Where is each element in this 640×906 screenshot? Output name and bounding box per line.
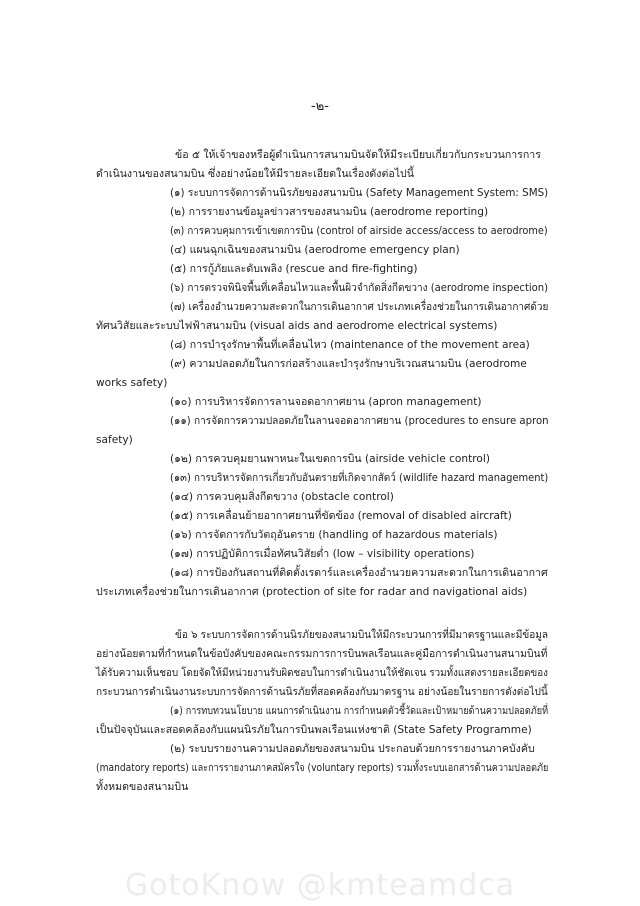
clause6-subitem: (๒) ระบบรายงานความปลอดภัยของสนามบิน ประกอบด้วยการรายงานภาคบังคับ <box>170 743 535 755</box>
clause5-item: (๑) ระบบการจัดการด้านนิรภัยของสนามบิน (Safety Management System: SMS) <box>170 187 549 199</box>
clause5-intro-line-2: ดำเนินงานของสนามบิน ซึ่งอย่างน้อยให้มีรายละเอียดในเรื่องดังต่อไปนี้ <box>96 168 414 180</box>
clause5-item-continuation: works safety) <box>96 377 168 389</box>
clause5-item: (๑๔) การควบคุมสิ่งกีดขวาง (obstacle control) <box>170 491 394 503</box>
clause5-item: (๑๐) การบริหารจัดการลานจอดอากาศยาน (apron management) <box>170 396 482 408</box>
clause5-item: (๘) การบำรุงรักษาพื้นที่เคลื่อนไหว (maintenance of the movement area) <box>170 339 530 351</box>
clause5-item: (๓) การควบคุมการเข้าเขตการบิน (control of airside access/access to aerodrome) <box>170 225 548 237</box>
clause6-line: ข้อ ๖ ระบบการจัดการด้านนิรภัยของสนามบินให้มีกระบวนการที่มีมาตรฐานและมีข้อมูล <box>175 629 549 641</box>
clause6-subitem-continuation: (mandatory reports) และการรายงานภาคสมัครใจ (voluntary reports) รวมทั้งระบบเอกสารด้านความปลอดภัย <box>96 762 549 774</box>
clause5-item: (๑๘) การป้องกันสถานที่ติดตั้งเรดาร์และเครื่องอำนวยความสะดวกในการเดินอากาศ <box>170 567 548 579</box>
clause5-item-continuation: ทัศนวิสัยและระบบไฟฟ้าสนามบิน (visual aids and aerodrome electrical systems) <box>96 320 498 332</box>
clause5-item: (๕) การกู้ภัยและดับเพลิง (rescue and fire-fighting) <box>170 263 418 275</box>
page-number: -๒- <box>311 99 329 114</box>
clause5-item: (๑๕) การเคลื่อนย้ายอากาศยานที่ขัดข้อง (removal of disabled aircraft) <box>170 510 512 522</box>
clause5-item: (๙) ความปลอดภัยในการก่อสร้างและบำรุงรักษาบริเวณสนามบิน (aerodrome <box>170 358 527 370</box>
clause6-line: ได้รับความเห็นชอบ โดยจัดให้มีหน่วยงานรับผิดชอบในการดำเนินงานให้ชัดเจน รวมทั้งแสดงรายละเอียดของ <box>96 667 548 679</box>
clause5-item: (๖) การตรวจพินิจพื้นที่เคลื่อนไหวและพื้นผิวจำกัดสิ่งกีดขวาง (aerodrome inspection) <box>170 282 549 294</box>
clause6-subitem: (๑) การทบทวนนโยบาย แผนการดำเนินงาน การกำหนดตัวชี้วัดและเป้าหมายด้านความปลอดภัยที่ <box>170 705 549 717</box>
clause6-subitem-continuation: เป็นปัจจุบันและสอดคล้องกับแผนนิรภัยในการบินพลเรือนแห่งชาติ (State Safety Programme) <box>96 724 532 736</box>
clause5-item-continuation: safety) <box>96 434 133 446</box>
clause5-item: (๑๓) การบริหารจัดการเกี่ยวกับอันตรายที่เกิดจากสัตว์ (wildlife hazard management) <box>170 472 549 484</box>
clause5-item: (๒) การรายงานข้อมูลข่าวสารของสนามบิน (aerodrome reporting) <box>170 206 489 218</box>
watermark-text: GotoKnow @kmteamdca <box>124 868 516 903</box>
clause5-item: (๑๖) การจัดการกับวัตถุอันตราย (handling of hazardous materials) <box>170 529 498 541</box>
clause5-item: (๑๒) การควบคุมยานพาหนะในเขตการบิน (airside vehicle control) <box>170 453 490 465</box>
clause5-intro-line-1: ข้อ ๕ ให้เจ้าของหรือผู้ดำเนินการสนามบินจัดให้มีระเบียบเกี่ยวกับกระบวนการการ <box>175 149 541 161</box>
clause6-subitem-continuation: ทั้งหมดของสนามบิน <box>96 781 189 793</box>
clause5-item: (๔) แผนฉุกเฉินของสนามบิน (aerodrome emergency plan) <box>170 244 460 256</box>
clause5-item-continuation: ประเภทเครื่องช่วยในการเดินอากาศ (protection of site for radar and navigational aids) <box>96 586 528 598</box>
clause6-line: กระบวนการดำเนินงานระบบการจัดการด้านนิรภัยที่สอดคล้องกับมาตรฐาน อย่างน้อยในรายการดังต่อไปนี้ <box>96 686 548 698</box>
clause5-item: (๗) เครื่องอำนวยความสะดวกในการเดินอากาศ ประเภทเครื่องช่วยในการเดินอากาศด้วย <box>170 301 549 313</box>
clause6-line: อย่างน้อยตามที่กำหนดในข้อบังคับของคณะกรรมการการบินพลเรือนและคู่มือการดำเนินงานสนามบินที่ <box>96 648 548 660</box>
clause5-item: (๑๑) การจัดการความปลอดภัยในลานจอดอากาศยาน (procedures to ensure apron <box>170 415 549 427</box>
clause5-item: (๑๗) การปฏิบัติการเมื่อทัศนวิสัยต่ำ (low – visibility operations) <box>170 548 475 560</box>
